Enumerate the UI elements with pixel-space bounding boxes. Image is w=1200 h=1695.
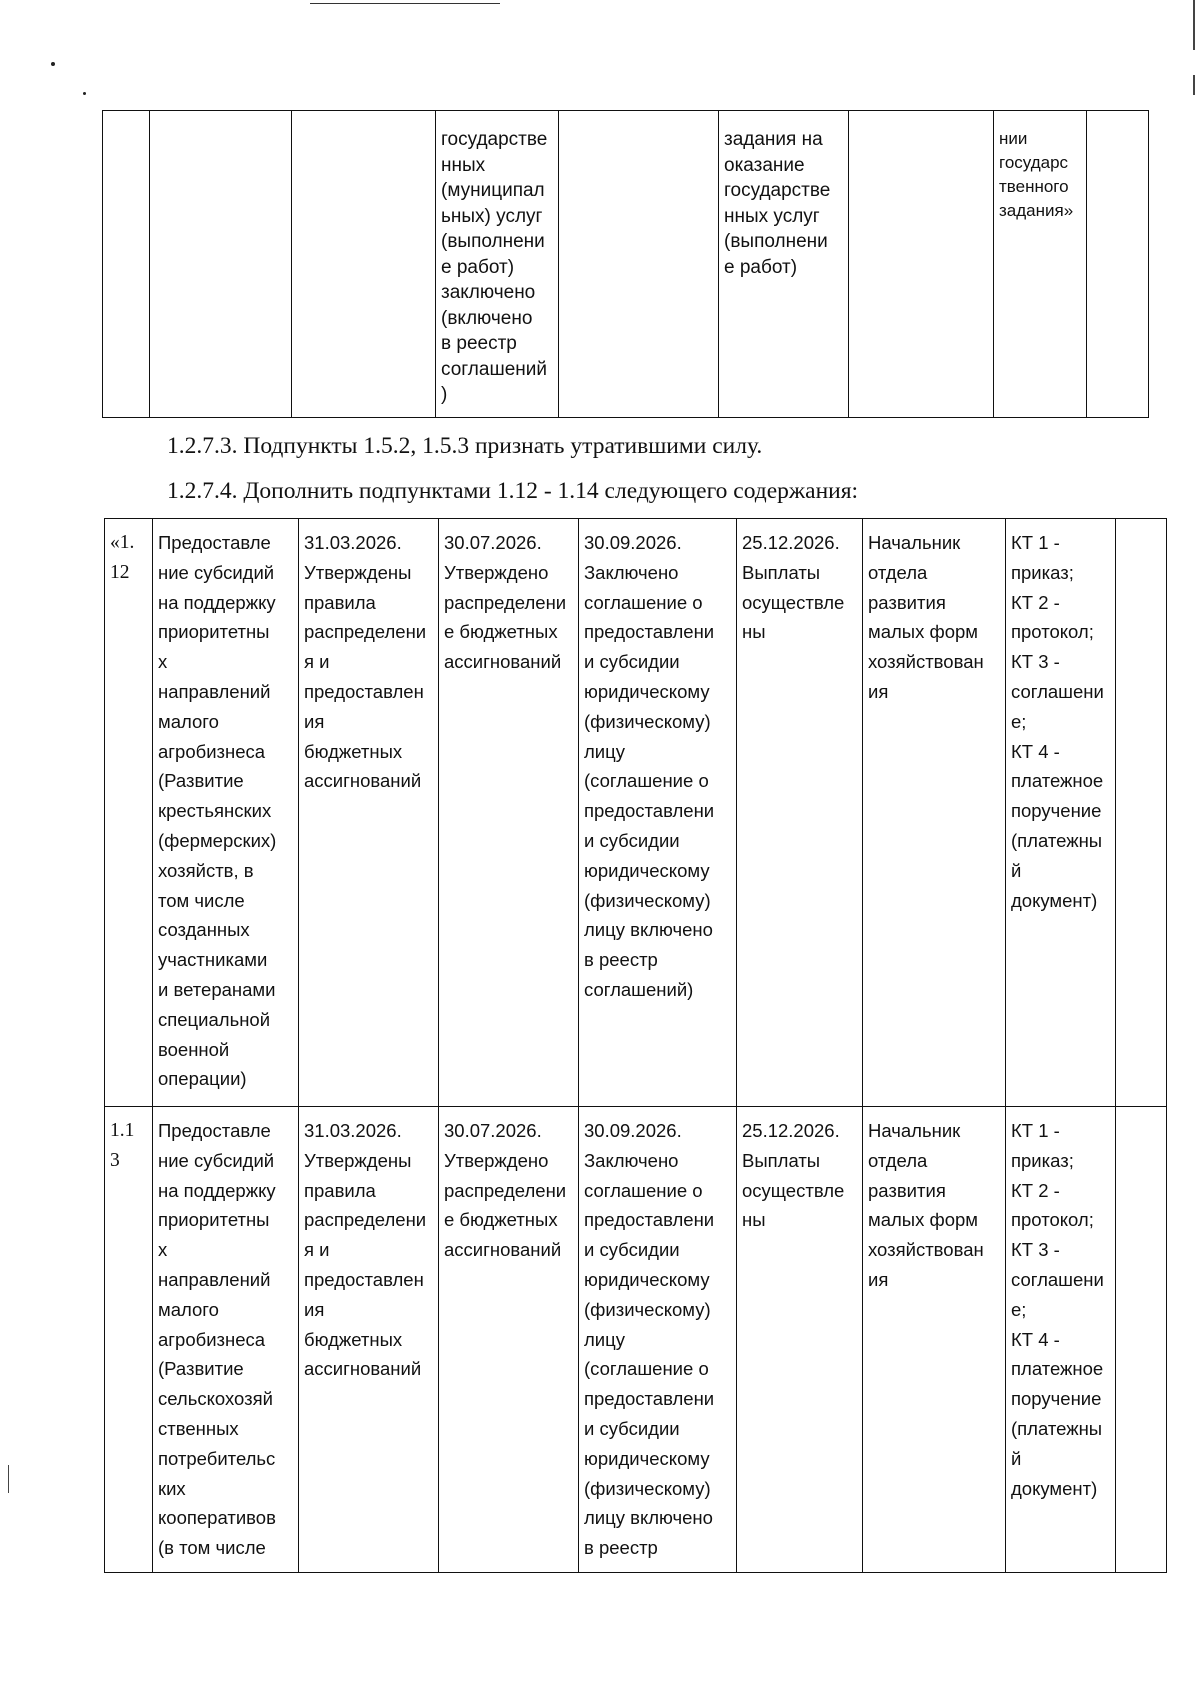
- continuation-row: [103, 111, 1149, 418]
- continuation-cell: нии государс твенного задания»: [994, 111, 1087, 418]
- paragraph-1-2-7-4: 1.2.7.4. Дополнить подпунктами 1.12 - 1.14 следующего содержания:: [167, 478, 859, 504]
- control-point-2: 30.07.2026. Утверждено распределени е бюджетных ассигнований: [439, 1107, 579, 1573]
- empty-cell: [1116, 1107, 1167, 1573]
- item-name: Предоставле ние субсидий на поддержку приоритетны х направлений малого агробизнеса (Развитие сельскохозяй ственных потребительс ких кооперативов (в том числе: [153, 1107, 299, 1573]
- scan-speck: [83, 92, 86, 95]
- control-point-1: 31.03.2026. Утверждены правила распределени я и предоставлен ия бюджетных ассигнований: [299, 519, 439, 1107]
- scan-edge-mark: [1193, 75, 1195, 95]
- empty-cell: [1116, 519, 1167, 1107]
- paragraph-1-2-7-3: 1.2.7.3. Подпункты 1.5.2, 1.5.3 признать утратившими силу.: [167, 433, 763, 459]
- responsible-person: Начальник отдела развития малых форм хозяйствован ия: [863, 1107, 1006, 1573]
- confirming-documents: КТ 1 - приказ; КТ 2 - протокол; КТ 3 - соглашени е; КТ 4 - платежное поручение (платежны й документ): [1006, 519, 1116, 1107]
- item-name: Предоставле ние субсидий на поддержку приоритетны х направлений малого агробизнеса (Развитие крестьянских (фермерских) хозяйств, в том числе созданных участниками и ветеранами специальной военной операции): [153, 519, 299, 1107]
- continuation-cell: [292, 111, 436, 418]
- scan-artifact-line: [310, 3, 500, 4]
- responsible-person: Начальник отдела развития малых форм хозяйствован ия: [863, 519, 1006, 1107]
- subsidy-plan-table: [104, 518, 1167, 1573]
- table-row: [105, 1107, 1167, 1573]
- continuation-cell: [849, 111, 994, 418]
- scan-edge-mark: [1193, 0, 1195, 50]
- control-point-3: 30.09.2026. Заключено соглашение о предоставлени и субсидии юридическому (физическому) лицу (соглашение о предоставлени и субсидии юридическому (физическому) лицу включено в реестр соглашений): [579, 519, 737, 1107]
- continuation-cell: задания на оказание государстве нных услуг (выполнени е работ): [719, 111, 849, 418]
- continuation-cell: государстве нных (муниципал ьных) услуг (выполнени е работ) заключено (включено в реестр соглашений ): [436, 111, 559, 418]
- control-point-4: 25.12.2026. Выплаты осуществле ны: [737, 519, 863, 1107]
- item-number: 1.1 3: [105, 1107, 153, 1573]
- continuation-cell: [150, 111, 292, 418]
- continuation-cell: [103, 111, 150, 418]
- continuation-cell: [559, 111, 719, 418]
- item-number: «1. 12: [105, 519, 153, 1107]
- control-point-1: 31.03.2026. Утверждены правила распределени я и предоставлен ия бюджетных ассигнований: [299, 1107, 439, 1573]
- continuation-table: [102, 110, 1149, 418]
- control-point-2: 30.07.2026. Утверждено распределени е бюджетных ассигнований: [439, 519, 579, 1107]
- continuation-cell: [1087, 111, 1149, 418]
- scan-edge-mark: [8, 1465, 9, 1493]
- table-row: [105, 519, 1167, 1107]
- scan-speck: [51, 62, 55, 66]
- control-point-3: 30.09.2026. Заключено соглашение о предоставлени и субсидии юридическому (физическому) лицу (соглашение о предоставлени и субсидии юридическому (физическому) лицу включено в реестр: [579, 1107, 737, 1573]
- control-point-4: 25.12.2026. Выплаты осуществле ны: [737, 1107, 863, 1573]
- confirming-documents: КТ 1 - приказ; КТ 2 - протокол; КТ 3 - соглашени е; КТ 4 - платежное поручение (платежны й документ): [1006, 1107, 1116, 1573]
